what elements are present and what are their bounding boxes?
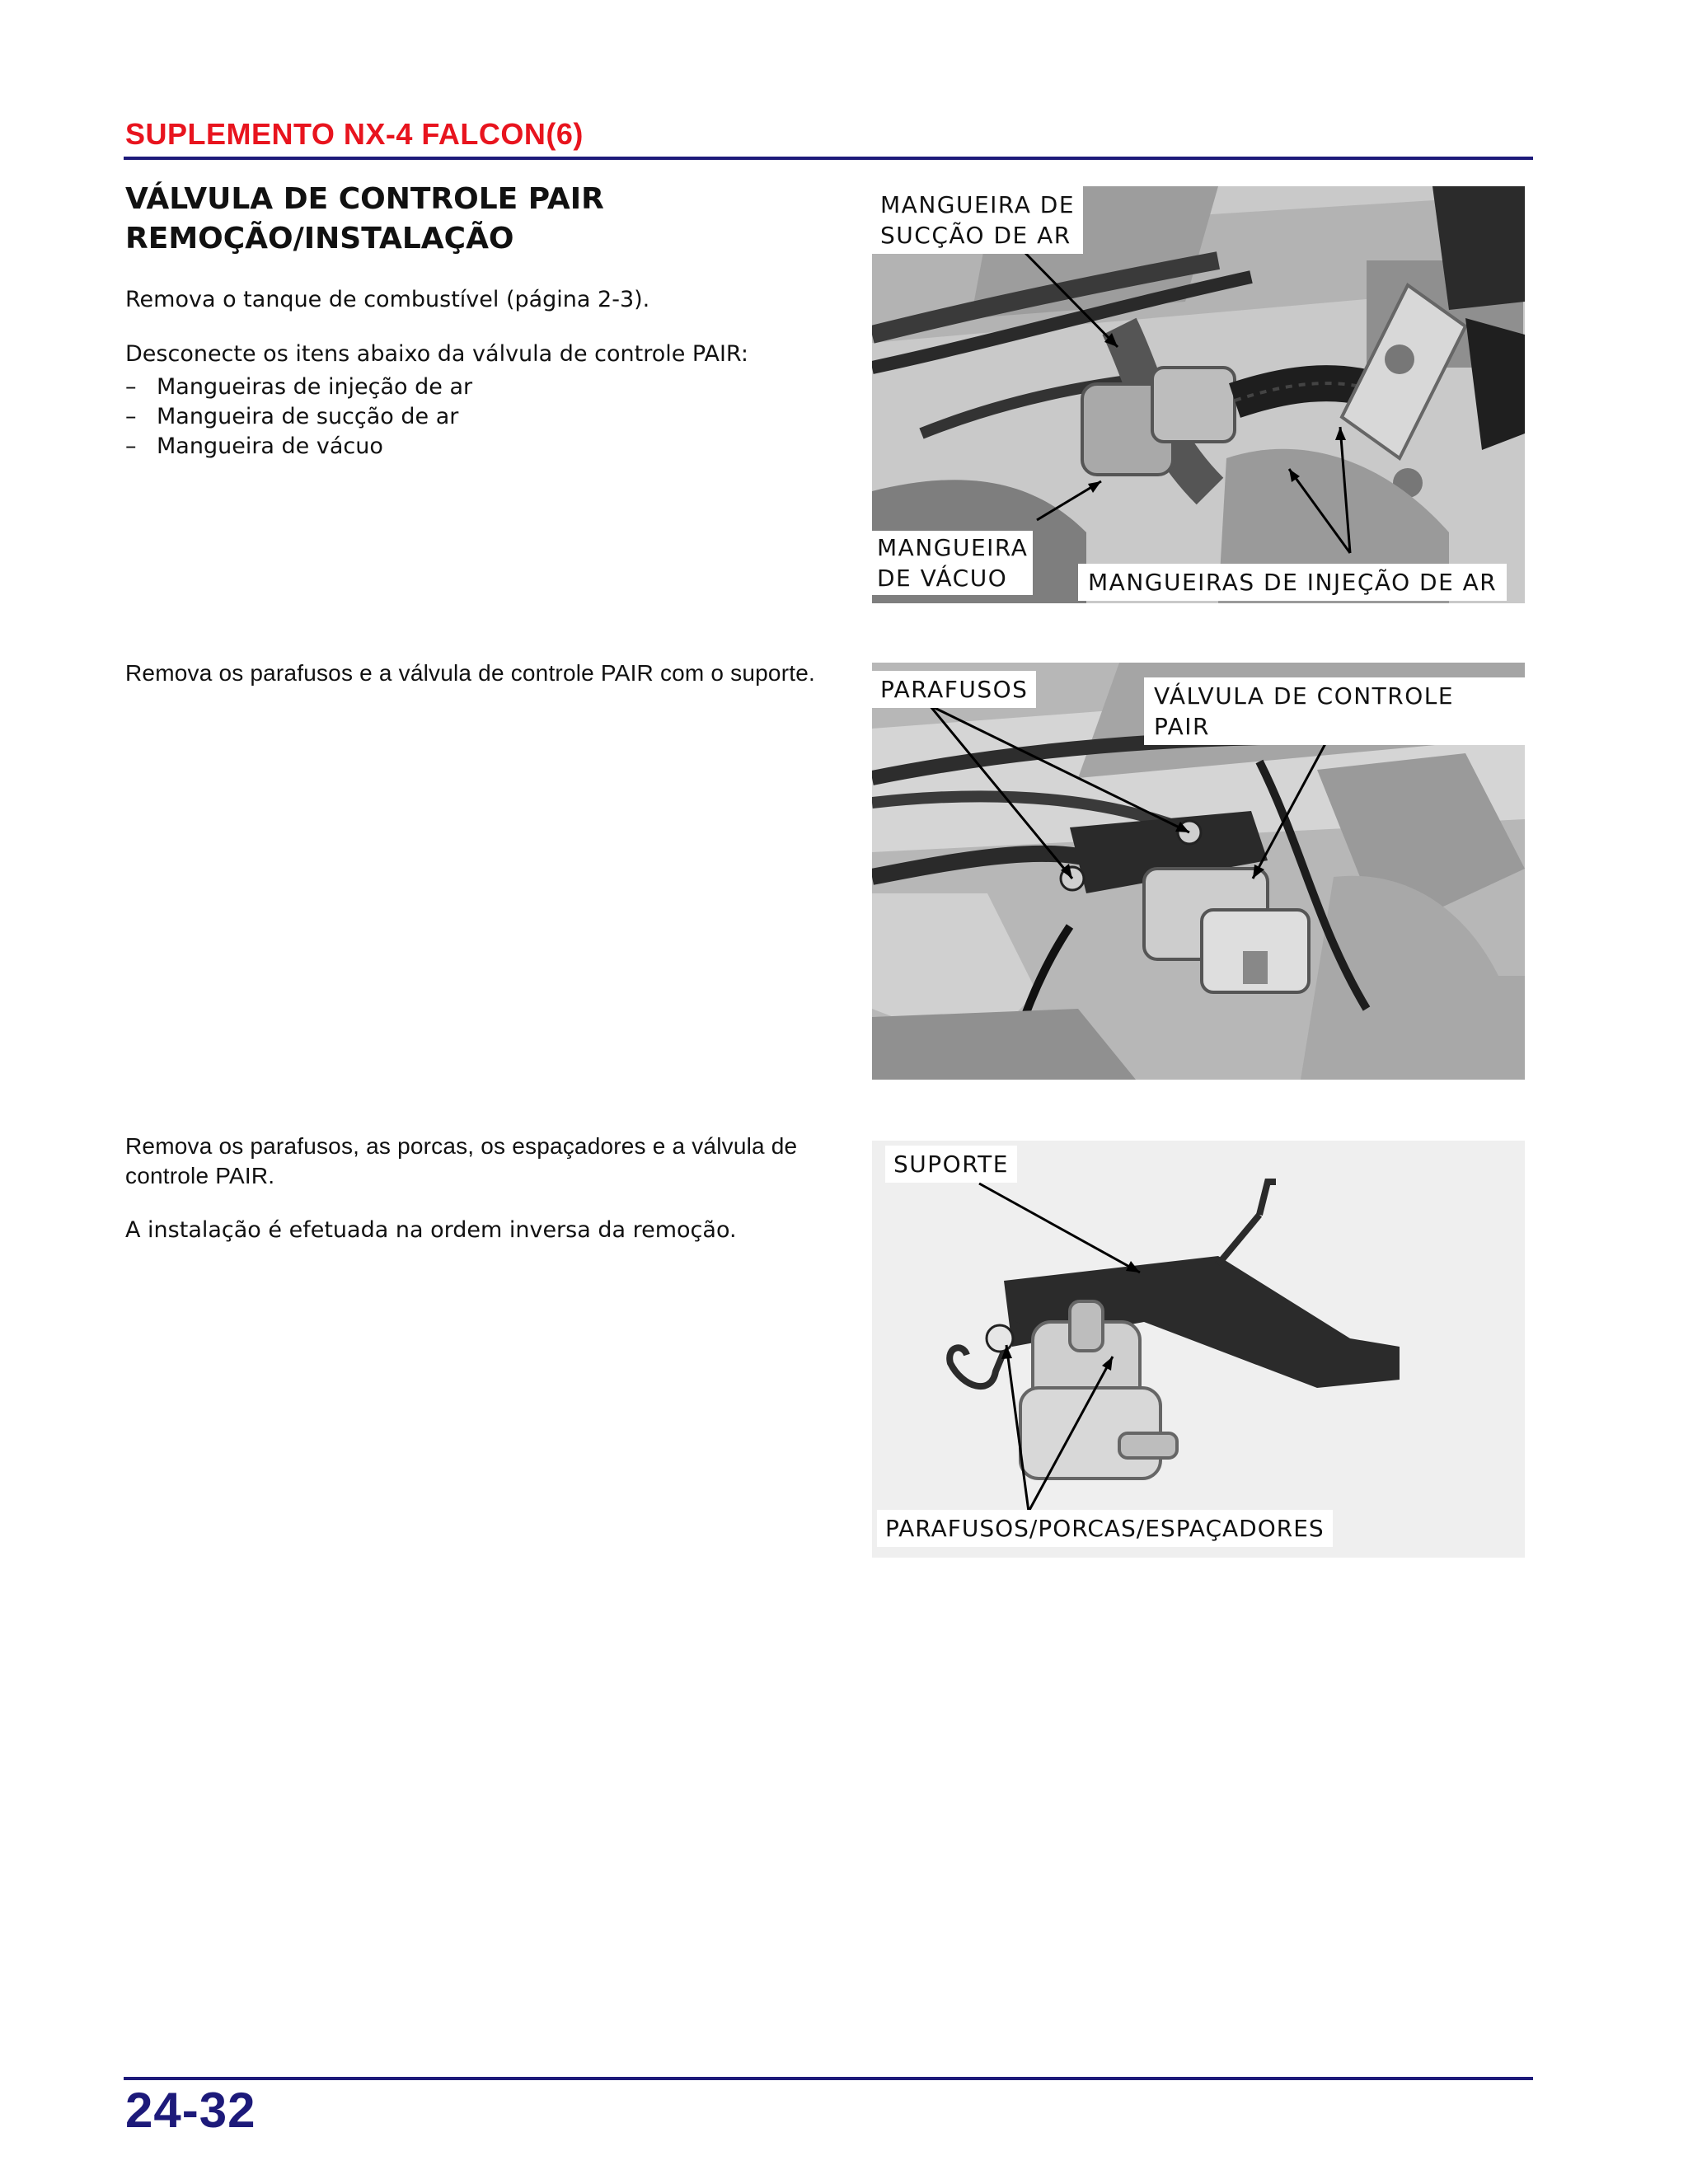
section-title xyxy=(125,180,867,259)
figure-bolts-valve-photo xyxy=(872,663,1525,1080)
list-item-label: Mangueira de sucção de ar xyxy=(157,404,459,429)
callout-suction-hose-line1: MANGUEIRA DE xyxy=(880,191,1076,218)
step-installation-note: A instalação é efetuada na ordem inversa da remoção. xyxy=(125,1217,737,1243)
list-item xyxy=(125,402,472,432)
step-remove-fuel-tank: Remova o tanque de combustível (página 2-3). xyxy=(125,287,650,312)
list-item xyxy=(125,373,472,402)
callout-vacuum-hose xyxy=(872,531,1033,595)
callout-pair-valve: VÁLVULA DE CONTROLE PAIR xyxy=(1144,677,1525,745)
figure-bracket-hardware-photo xyxy=(872,1141,1525,1558)
page-number: 24-32 xyxy=(125,2083,256,2138)
step-remove-hardware-line2: controle PAIR. xyxy=(125,1163,275,1188)
step-remove-bolts-valve: Remova os parafusos e a válvula de controle PAIR com o suporte. xyxy=(125,660,815,686)
step-remove-hardware-line1: Remova os parafusos, as porcas, os espaçadores e a válvula de xyxy=(125,1133,798,1159)
list-marker: – xyxy=(125,404,137,429)
header-rule xyxy=(124,157,1533,160)
callout-vacuum-hose-line2: DE VÁCUO xyxy=(877,565,1008,592)
callout-suction-hose-line2: SUCÇÃO DE AR xyxy=(880,222,1071,249)
disconnect-items-list xyxy=(125,373,472,462)
callout-bracket: SUPORTE xyxy=(885,1146,1017,1183)
list-marker: – xyxy=(125,374,137,400)
list-item-label: Mangueiras de injeção de ar xyxy=(157,374,473,400)
step-disconnect-intro: Desconecte os itens abaixo da válvula de controle PAIR: xyxy=(125,341,748,367)
step-remove-hardware xyxy=(125,1132,867,1191)
callout-injection-hoses: MANGUEIRAS DE INJEÇÃO DE AR xyxy=(1078,564,1507,601)
manual-supplement-title: SUPLEMENTO NX-4 FALCON(6) xyxy=(125,117,584,151)
figure-pair-hoses-photo xyxy=(872,186,1525,603)
callout-suction-hose xyxy=(872,186,1083,254)
callout-bolts: PARAFUSOS xyxy=(872,671,1036,708)
footer-rule xyxy=(124,2077,1533,2080)
callout-vacuum-hose-line1: MANGUEIRA xyxy=(877,534,1029,561)
list-item xyxy=(125,432,472,462)
section-title-line1: VÁLVULA DE CONTROLE PAIR xyxy=(125,182,604,216)
list-marker: – xyxy=(125,434,137,459)
callout-bolts-nuts-spacers: PARAFUSOS/PORCAS/ESPAÇADORES xyxy=(877,1510,1333,1547)
section-title-line2: REMOÇÃO/INSTALAÇÃO xyxy=(125,222,514,255)
list-item-label: Mangueira de vácuo xyxy=(157,434,383,459)
figure-bracket-hardware-illustration xyxy=(872,1141,1525,1558)
